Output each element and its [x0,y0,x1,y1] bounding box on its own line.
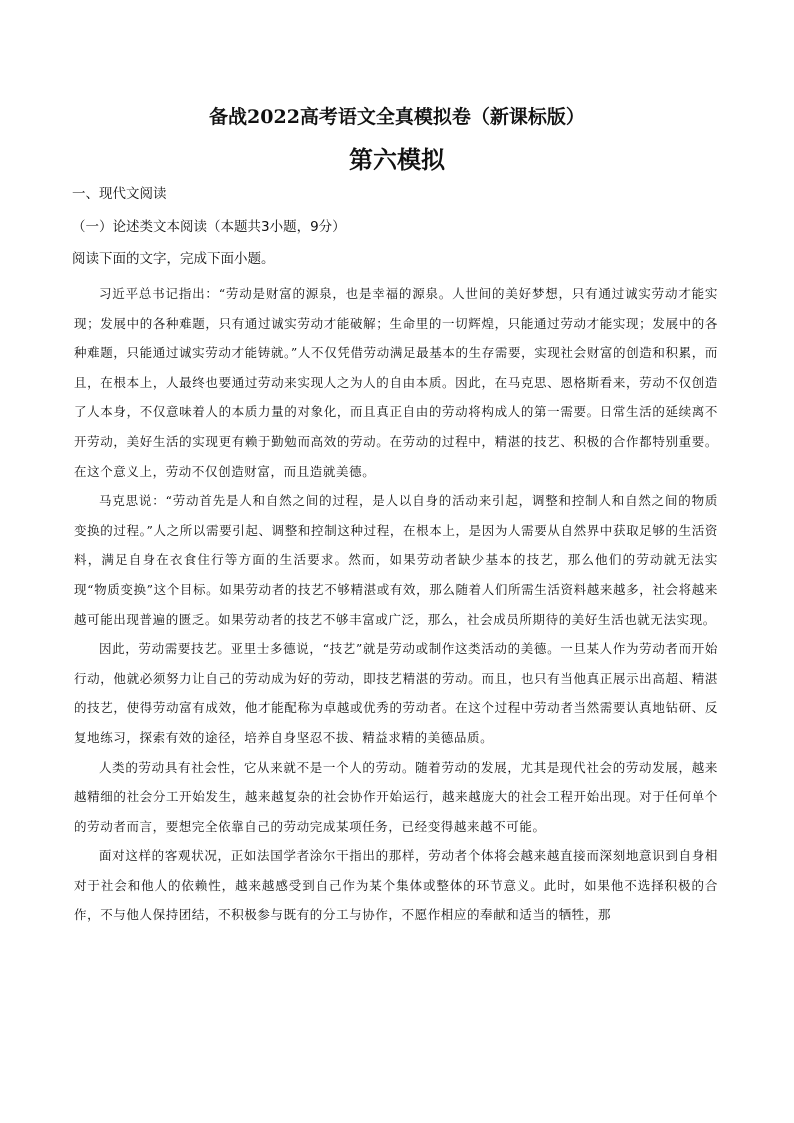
document-title: 备战2022高考语文全真模拟卷（新课标版） [209,106,585,128]
subsection-heading-argumentative: （一）论述类文本阅读（本题共3小题，9分） [72,219,346,235]
section-heading-modern-reading: 一、现代文阅读 [72,186,167,202]
passage-paragraph-5: 面对这样的客观状况，正如法国学者涂尔干指出的那样，劳动者个体将会越来越直接而深刻地意识到自身相对于社会和他人的依赖性，越来越感受到自己作为某个集体或整体的环节意义。此时，如果他不选择积极的合作，不与他人保持团结，不积极参与既有的分工与协作，不愿作相应的奉献和适当的牺牲，那 [74,848,718,923]
passage-paragraph-1: 习近平总书记指出：“劳动是财富的源泉，也是幸福的源泉。人世间的美好梦想，只有通过诚实劳动才能实现；发展中的各种难题，只有通过诚实劳动才能破解；生命里的一切辉煌，只能通过劳动才能实现；发展中的各种难题，只能通过诚实劳动才能铸就。”人不仅凭借劳动满足最基本的生存需要，实现社会财富的创造和积累，而且，在根本上，人最终也要通过劳动来实现人之为人的自由本质。因此，在马克思、恩格斯看来，劳动不仅创造了人本身，不仅意味着人的本质力量的对象化，而且真正自由的劳动将构成人的第一需要。日常生活的延续离不开劳动，美好生活的实现更有赖于勤勉而高效的劳动。在劳动的过程中，精湛的技艺、积极的合作都特别重要。在这个意义上，劳动不仅创造财富，而且造就美德。 [74,286,718,479]
reading-instruction: 阅读下面的文字，完成下面小题。 [72,251,275,267]
passage-paragraph-2: 马克思说：“劳动首先是人和自然之间的过程，是人以自身的活动来引起，调整和控制人和自然之间的物质变换的过程。”人之所以需要引起、调整和控制这种过程，在根本上，是因为人需要从自然界中获取足够的生活资料，满足自身在衣食住行等方面的生活要求。然而，如果劳动者缺少基本的技艺，那么他们的劳动就无法实现“物质变换”这个目标。如果劳动者的技艺不够精湛或有效，那么随着人们所需生活资料越来越多，社会将越来越可能出现普遍的匮乏。如果劳动者的技艺不够丰富或广泛，那么，社会成员所期待的美好生活也就无法实现。 [74,493,718,627]
passage-paragraph-3: 因此，劳动需要技艺。亚里士多德说，“技艺”就是劳动或制作这类活动的美德。一旦某人作为劳动者而开始行动，他就必须努力让自己的劳动成为好的劳动，即技艺精湛的劳动。而且，也只有当他真正展示出高超、精湛的技艺，使得劳动富有成效，他才能配称为卓越或优秀的劳动者。在这个过程中劳动者当然需要认真地钻研、反复地练习，探索有效的途径，培养自身坚忍不拔、精益求精的美德品质。 [74,641,718,745]
document-subtitle: 第六模拟 [349,145,445,174]
passage-body [74,279,718,1019]
passage-paragraph-4: 人类的劳动具有社会性，它从来就不是一个人的劳动。随着劳动的发展，尤其是现代社会的劳动发展，越来越精细的社会分工开始发生，越来越复杂的社会协作开始运行，越来越庞大的社会工程开始出现。对于任何单个的劳动者而言，要想完全依靠自己的劳动完成某项任务，已经变得越来越不可能。 [74,759,718,834]
